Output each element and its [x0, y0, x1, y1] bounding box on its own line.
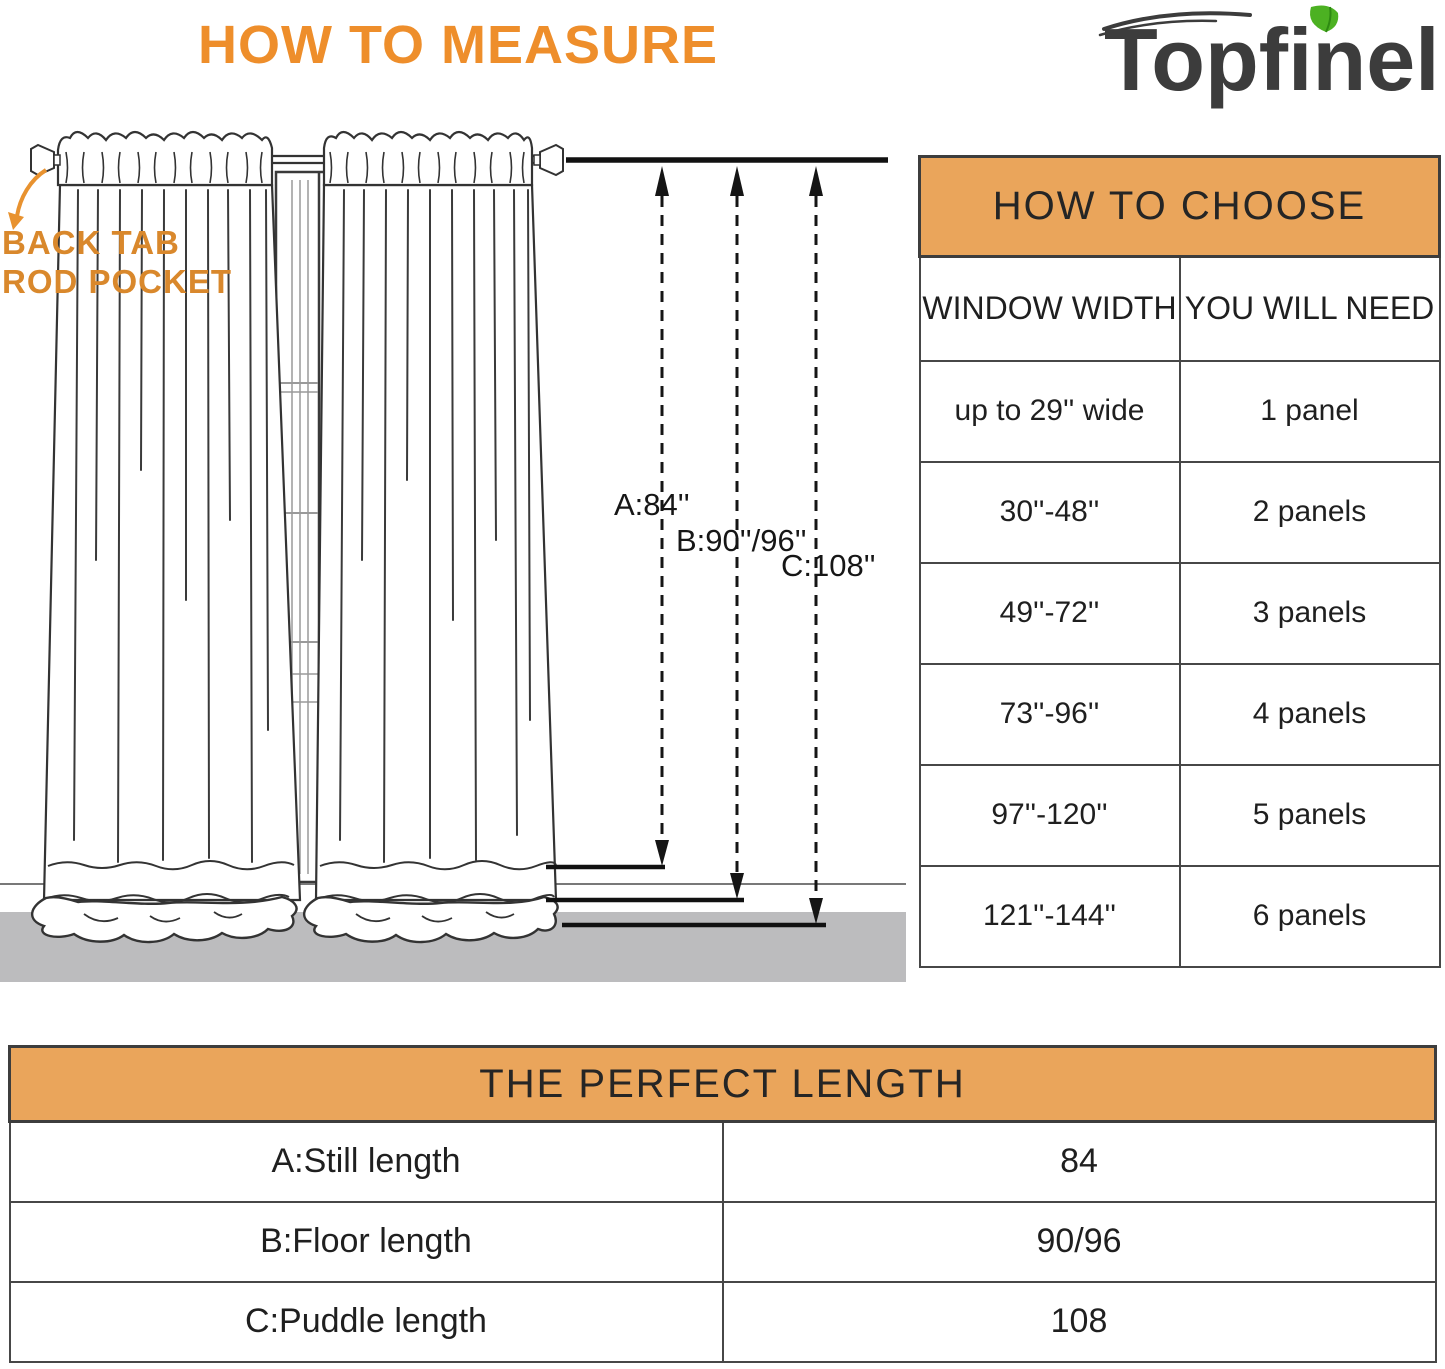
table-cell: up to 29'' wide	[920, 361, 1180, 462]
table-row	[10, 1202, 1436, 1282]
table-cell: 4 panels	[1180, 664, 1440, 765]
table-row	[920, 866, 1440, 967]
curtain-puddle-left	[32, 897, 296, 942]
table-row	[10, 1282, 1436, 1362]
brand-logo-text: Topfinel	[1104, 10, 1440, 109]
table-row	[920, 563, 1440, 664]
measure-label-c: C:108''	[781, 548, 876, 583]
measure-arrow-c	[809, 166, 823, 924]
table-cell: 73''-96''	[920, 664, 1180, 765]
table-row	[920, 361, 1440, 462]
rod-pocket-arrow	[8, 170, 46, 230]
table-row	[920, 462, 1440, 563]
curtain-panel-right	[304, 132, 557, 942]
table-row	[920, 765, 1440, 866]
brand-logo-svg	[1098, 2, 1445, 110]
curtain-diagram	[0, 0, 915, 1000]
table-cell: 6 panels	[1180, 866, 1440, 967]
how-to-choose-table	[918, 155, 1441, 968]
rod-finial-right	[534, 145, 563, 175]
table-cell: 108	[723, 1282, 1436, 1362]
length-table-title: THE PERFECT LENGTH	[10, 1047, 1436, 1122]
table-cell: 2 panels	[1180, 462, 1440, 563]
column-header-you-will-need: YOU WILL NEED	[1180, 257, 1440, 361]
measure-label-a: A:84''	[614, 487, 690, 522]
rod-pocket-label-line2: ROD POCKET	[2, 262, 233, 300]
curtain-puddle-right	[304, 897, 557, 942]
measure-label-b: B:90''/96''	[676, 523, 807, 558]
table-cell: 1 panel	[1180, 361, 1440, 462]
choose-table-title: HOW TO CHOOSE	[920, 157, 1440, 257]
curtain-header-right	[324, 132, 532, 185]
table-column-row	[920, 257, 1440, 361]
column-header-window-width: WINDOW WIDTH	[920, 257, 1180, 361]
perfect-length-table	[8, 1045, 1437, 1363]
table-cell: A:Still length	[10, 1122, 723, 1202]
table-cell: 121''-144''	[920, 866, 1180, 967]
table-header-row	[920, 157, 1440, 257]
table-cell: 30''-48''	[920, 462, 1180, 563]
table-header-row	[10, 1047, 1436, 1122]
table-row	[920, 664, 1440, 765]
rod-pocket-label	[2, 224, 232, 302]
table-cell: B:Floor length	[10, 1202, 723, 1282]
table-cell: 90/96	[723, 1202, 1436, 1282]
table-cell: 3 panels	[1180, 563, 1440, 664]
table-cell: C:Puddle length	[10, 1282, 723, 1362]
table-row	[10, 1122, 1436, 1202]
page-title: HOW TO MEASURE	[198, 15, 719, 75]
rod-pocket-label-line1: BACK TAB	[2, 224, 180, 261]
table-cell: 5 panels	[1180, 765, 1440, 866]
table-cell: 97''-120''	[920, 765, 1180, 866]
table-cell: 49''-72''	[920, 563, 1180, 664]
table-cell: 84	[723, 1122, 1436, 1202]
brand-logo	[1098, 2, 1445, 110]
curtain-header-left	[58, 132, 272, 185]
